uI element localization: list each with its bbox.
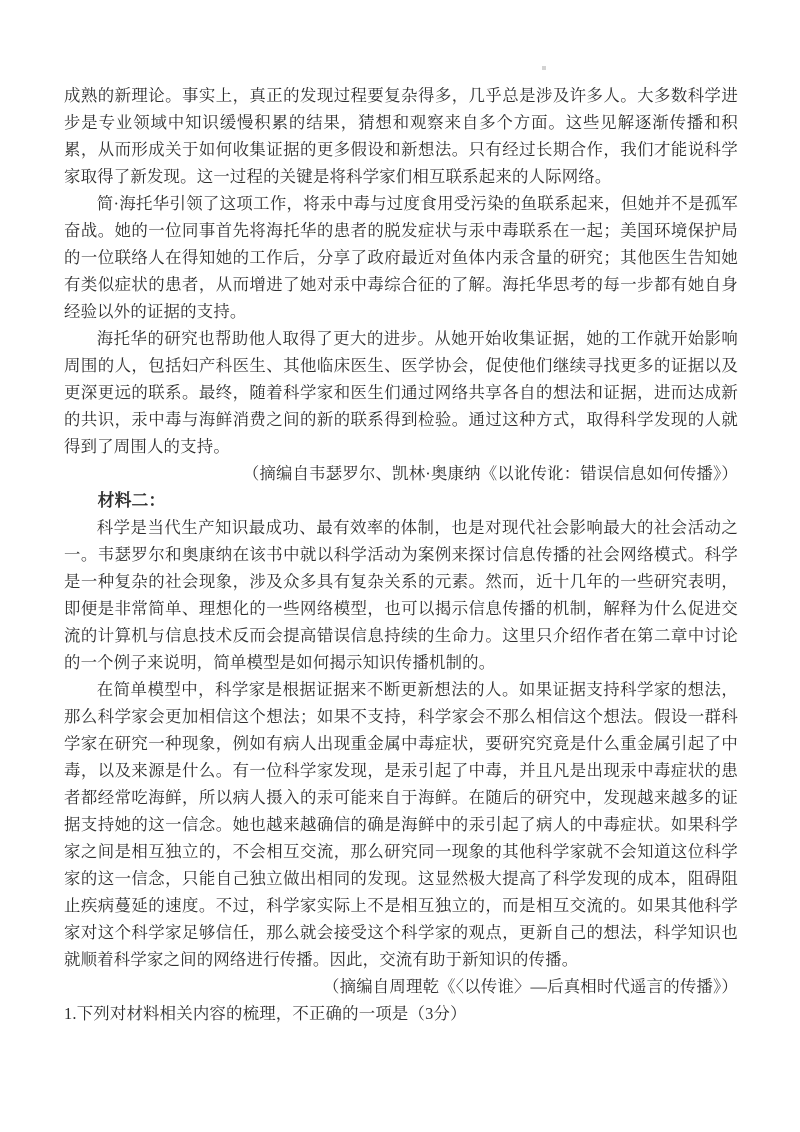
material-one-paragraph-continuation: 成熟的新理论。事实上，真正的发现过程要复杂得多，几乎总是涉及许多人。大多数科学进步是专业领域中知识缓慢积累的结果，猜想和观察来自多个方面。这些见解逐渐传播和积累，从而形成关于如何收集证据的更多假设和新想法。只有经过长期合作，我们才能说科学家取得了新发现。这一过程的关键是将科学家们相互联系起来的人际网络。 <box>64 86 738 186</box>
scan-artifact-dot <box>542 66 546 70</box>
material-one-paragraph: 海托华的研究也帮助他人取得了更大的进步。从她开始收集证据，她的工作就开始影响周围的人，包括妇产科医生、其他临床医生、医学协会，促使他们继续寻找更多的证据以及更深更远的联系。最终，随着科学家和医生们通过网络共享各自的想法和证据，进而达成新的共识，汞中毒与海鲜消费之间的新的联系得到检验。通过这种方式，取得科学发现的人就得到了周围人的支持。 <box>64 329 738 456</box>
material-one-paragraph: 简·海托华引领了这项工作，将汞中毒与过度食用受污染的鱼联系起来，但她并不是孤军奋战。她的一位同事首先将海托华的患者的脱发症状与汞中毒联系在一起；美国环境保护局的一位联络人在得知她的工作后，分享了政府最近对鱼体内汞含量的研究；其他医生告知她有类似症状的患者，从而增进了她对汞中毒综合征的了解。海托华思考的每一步都有她自身经验以外的证据的支持。 <box>64 194 738 321</box>
material-two-header: 材料二： <box>97 491 166 510</box>
reading-passage <box>64 82 738 1027</box>
question-1: 1.下列对材料相关内容的梳理，不正确的一项是（3分） <box>64 1004 467 1023</box>
material-two-paragraph: 科学是当代生产知识最成功、最有效率的体制，也是对现代社会影响最大的社会活动之一。韦瑟罗尔和奥康纳在该书中就以科学活动为案例来探讨信息传播的社会网络模式。科学是一种复杂的社会现象，涉及众多具有复杂关系的元素。然而，近十几年的一些研究表明，即便是非常简单、理想化的一些网络模型，也可以揭示信息传播的机制，解释为什么促进交流的计算机与信息技术反而会提高错误信息持续的生命力。这里只介绍作者在第二章中讨论的一个例子来说明，简单模型是如何揭示知识传播机制的。 <box>64 518 738 672</box>
material-two-paragraph: 在简单模型中，科学家是根据证据来不断更新想法的人。如果证据支持科学家的想法，那么科学家会更加相信这个想法；如果不支持，科学家会不那么相信这个想法。假设一群科学家在研究一种现象，例如有病人出现重金属中毒症状，要研究究竟是什么重金属引起了中毒，以及来源是什么。有一位科学家发现，是汞引起了中毒，并且凡是出现汞中毒症状的患者都经常吃海鲜，所以病人摄入的汞可能来自于海鲜。在随后的研究中，发现越来越多的证据支持她的这一信念。她也越来越确信的确是海鲜中的汞引起了病人的中毒症状。如果科学家之间是相互独立的，不会相互交流，那么研究同一现象的其他科学家就不会知道这位科学家的这一信念，只能自己独立做出相同的发现。这显然极大提高了科学发现的成本，阻碍阻止疾病蔓延的速度。不过，科学家实际上不是相互独立的，而是相互交流的。如果其他科学家对这个科学家足够信任，那么就会接受这个科学家的观点，更新自己的想法，科学知识也就顺着科学家之间的网络进行传播。因此，交流有助于新知识的传播。 <box>64 680 738 969</box>
material-one-attribution: （摘编自韦瑟罗尔、凯林·奥康纳《以讹传讹：错误信息如何传播》） <box>242 464 738 483</box>
material-two-attribution: （摘编自周理乾《〈以传谁〉—后真相时代遥言的传播》） <box>323 977 738 996</box>
